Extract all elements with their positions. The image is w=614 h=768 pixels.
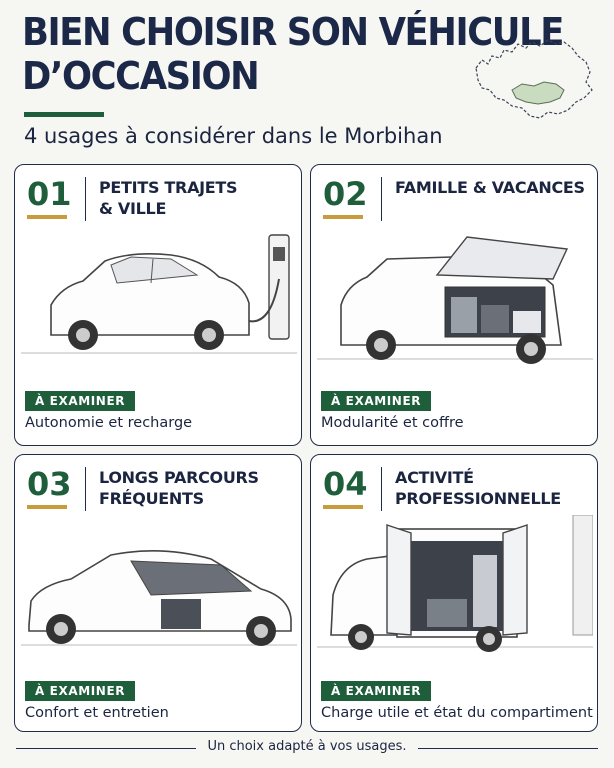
page-title-line2: D’OCCASION: [22, 54, 259, 98]
van-open-rear-illustration: [317, 515, 593, 680]
card-title-line2: & VILLE: [99, 199, 167, 218]
examine-badge: À EXAMINER: [321, 391, 431, 411]
card-number-bar: [323, 505, 363, 509]
card-number: 03: [27, 465, 72, 503]
card-number-bar: [27, 505, 67, 509]
examine-badge: À EXAMINER: [25, 681, 135, 701]
card-title: [99, 177, 295, 219]
usage-card-family: [310, 164, 598, 446]
sedan-open-door-illustration: [21, 515, 297, 680]
suv-open-trunk-illustration: [317, 225, 593, 390]
usage-card-long-trips: [14, 454, 302, 732]
electric-car-charging-illustration: [21, 225, 297, 390]
examine-badge: À EXAMINER: [25, 391, 135, 411]
card-divider: [85, 467, 86, 511]
card-title: [395, 467, 591, 509]
card-divider: [381, 177, 382, 221]
card-detail: Modularité et coffre: [321, 415, 464, 431]
card-title-line2: FRÉQUENTS: [99, 489, 204, 508]
card-divider: [381, 467, 382, 511]
card-title-line2: PROFESSIONNELLE: [395, 489, 561, 508]
card-number: 01: [27, 175, 72, 213]
usage-card-city: [14, 164, 302, 446]
title-underline: [24, 112, 104, 117]
page-subtitle: 4 usages à considérer dans le Morbihan: [24, 124, 443, 148]
card-title-line1: PETITS TRAJETS: [99, 178, 238, 197]
card-number: 04: [323, 465, 368, 503]
footer-tagline: Un choix adapté à vos usages.: [207, 739, 407, 754]
usage-card-professional: [310, 454, 598, 732]
card-detail: Autonomie et recharge: [25, 415, 193, 431]
card-title-line1: ACTIVITÉ: [395, 468, 474, 487]
card-detail: Confort et entretien: [25, 705, 169, 721]
card-title-line1: FAMILLE & VACANCES: [395, 178, 585, 197]
card-title: [99, 467, 295, 509]
card-detail: Charge utile et état du compartiment: [321, 705, 593, 721]
card-number: 02: [323, 175, 368, 213]
card-number-bar: [27, 215, 67, 219]
page-title-line1: BIEN CHOISIR SON VÉHICULE: [22, 10, 563, 54]
footer-rule-right: [418, 748, 598, 749]
brittany-map-icon: [468, 28, 598, 128]
card-divider: [85, 177, 86, 221]
card-number-bar: [323, 215, 363, 219]
page-title: [22, 10, 563, 98]
card-title-line1: LONGS PARCOURS: [99, 468, 259, 487]
examine-badge: À EXAMINER: [321, 681, 431, 701]
card-title: [395, 177, 591, 198]
